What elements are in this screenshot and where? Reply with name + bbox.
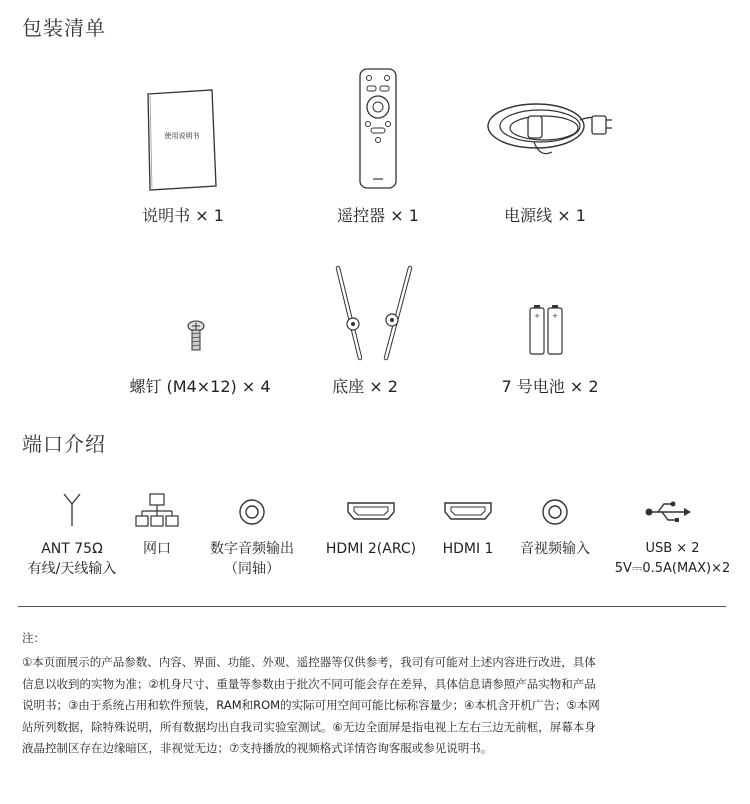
coaxial-icon: [238, 498, 266, 526]
port-label-usb: USB × 2: [645, 541, 700, 556]
battery-icon: [528, 304, 564, 356]
svg-text:+: +: [534, 312, 540, 320]
remote-control-icon: [358, 68, 398, 190]
notes-line-3: 说明书；③由于系统占用和软件预装，RAM和ROM的实际可用空间可能比标称容量少；④本机含开机广告；⑤本网: [22, 698, 600, 712]
item-label-screw: 螺钉 (M4×12) × 4: [129, 377, 271, 396]
ports-title: 端口介绍: [22, 432, 106, 456]
port-label-coaxial: 数字音频输出: [210, 541, 294, 557]
port-sublabel-ant: 有线/天线输入: [27, 561, 117, 577]
antenna-icon: [62, 494, 82, 526]
item-label-manual: 说明书 × 1: [142, 206, 224, 225]
port-label-ant: ANT 75Ω: [41, 541, 103, 557]
port-label-network: 网口: [143, 541, 171, 557]
usb-icon: [644, 500, 692, 524]
item-label-power-cable: 电源线 × 1: [504, 206, 586, 225]
port-sublabel-coaxial: （同轴）: [224, 561, 280, 577]
item-label-stand: 底座 × 2: [332, 377, 398, 396]
hdmi-icon: [346, 501, 396, 521]
av-input-icon: [541, 498, 569, 526]
manual-icon: [146, 88, 218, 192]
power-cable-icon: [484, 96, 614, 160]
notes-line-1: ①本页面展示的产品参数、内容、界面、功能、外观、遥控器等仅供参考，我司有可能对上述内容进行改进，具体: [22, 655, 596, 669]
network-icon: [134, 493, 180, 529]
stand-icon: [330, 264, 420, 364]
item-label-remote: 遥控器 × 1: [337, 206, 419, 225]
item-label-battery: 7 号电池 × 2: [501, 377, 599, 396]
manual-cover-text: 使用说明书: [164, 132, 200, 140]
svg-text:+: +: [552, 312, 558, 320]
packing-list-title: 包装清单: [22, 16, 106, 40]
port-label-hdmi2: HDMI 2(ARC): [325, 541, 417, 557]
port-label-hdmi1: HDMI 1: [442, 541, 494, 557]
port-label-av: 音视频输入: [520, 541, 590, 557]
screw-icon: [186, 320, 206, 352]
port-sublabel-usb: 5V⎓0.5A(MAX)×2: [614, 561, 731, 576]
notes-line-5: 液晶控制区存在边缘暗区，非视觉无边；⑦支持播放的视频格式详情咨询客服或参见说明书。: [22, 741, 493, 755]
divider: [18, 606, 726, 607]
notes-title: 注：: [22, 631, 45, 645]
notes-line-2: 信息以收到的实物为准；②机身尺寸、重量等参数由于批次不同可能会存在差异，具体信息请参照产品实物和产品: [22, 676, 596, 691]
notes-line-4: 站所列数据，除特殊说明，所有数据均出自我司实验室测试。⑥无边全面屏是指电视上左右三边无前框，屏幕本身: [22, 719, 596, 734]
hdmi-icon: [443, 501, 493, 521]
